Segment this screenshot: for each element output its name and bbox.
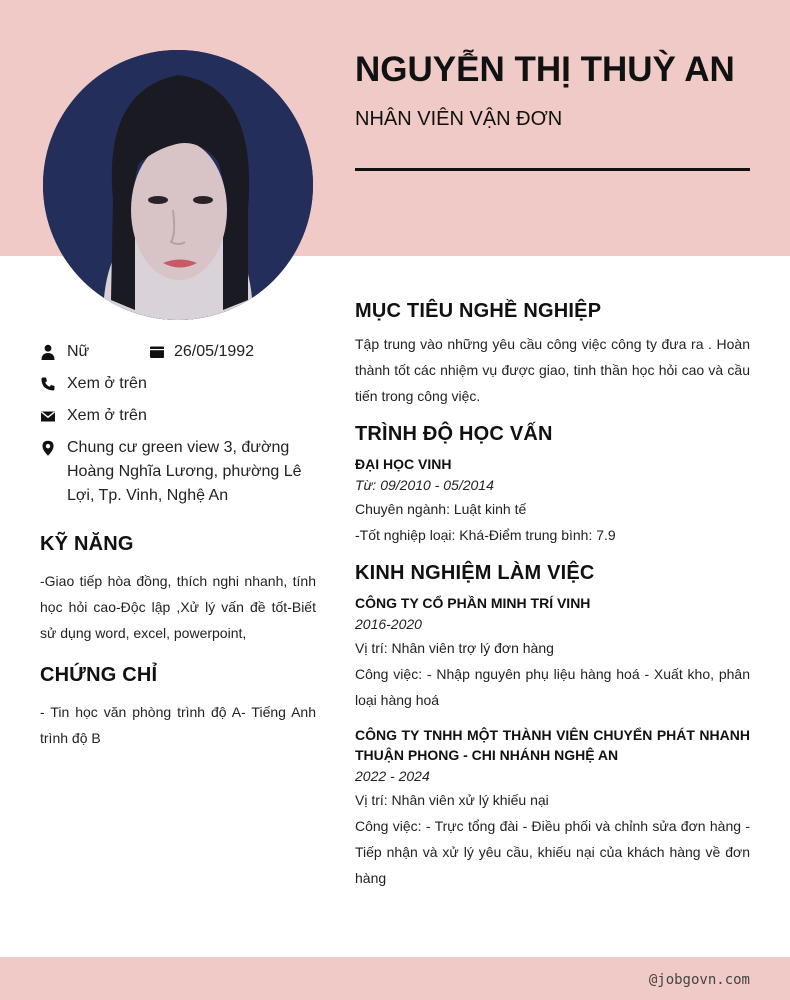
birthdate-value: 26/05/1992: [174, 343, 255, 360]
candidate-job-title: NHÂN VIÊN VẬN ĐƠN: [355, 108, 563, 130]
gender-birthdate-row: [40, 340, 316, 364]
address-value: Chung cư green view 3, đường Hoàng Nghĩa Lương, phường Lê Lợi, Tp. Vinh, Nghệ An: [67, 439, 302, 504]
skills-heading: KỸ NĂNG: [40, 533, 134, 555]
job-duties: Công việc: - Trực tổng đài - Điều phối và chỉnh sửa đơn hàng - Tiếp nhận và xử lý yêu cầu, khiếu nại của khách hàng về đơn hàng: [355, 818, 750, 886]
phone-row: [40, 372, 316, 396]
job-company: CÔNG TY TNHH MỘT THÀNH VIÊN CHUYỂN PHÁT NHANH THUẬN PHONG - CHI NHÁNH NGHỆ AN: [355, 727, 750, 763]
phone-icon: [40, 376, 56, 392]
address-row: [40, 436, 316, 508]
email-value: Xem ở trên: [67, 407, 147, 424]
job-company: CÔNG TY CỔ PHẦN MINH TRÍ VINH: [355, 595, 591, 611]
left-column: [40, 340, 316, 751]
calendar-icon: [149, 344, 165, 360]
certificates-heading: CHỨNG CHỈ: [40, 664, 158, 686]
header-divider: [355, 168, 750, 171]
school-name: ĐẠI HỌC VINH: [355, 456, 452, 472]
job-position: Vị trí: Nhân viên xử lý khiếu nại: [355, 792, 549, 808]
education-grade: -Tốt nghiệp loại: Khá-Điểm trung bình: 7.9: [355, 527, 616, 543]
objective-text: Tập trung vào những yêu cầu công việc công ty đưa ra . Hoàn thành tốt các nhiệm vụ được giao, tinh thần học hỏi cao và cầu tiến trong công việc.: [355, 336, 750, 404]
skills-text: -Giao tiếp hòa đồng, thích nghi nhanh, tính học hỏi cao-Độc lập ,Xử lý vấn đề tốt-Biết sử dụng word, excel, powerpoint,: [40, 573, 316, 641]
job-duties: Công việc: - Nhập nguyên phụ liệu hàng hoá - Xuất kho, phân loại hàng hoá: [355, 666, 750, 708]
experience-heading: KINH NGHIỆM LÀM VIỆC: [355, 562, 595, 584]
objective-heading: MỤC TIÊU NGHỀ NGHIỆP: [355, 300, 602, 322]
birthdate-block: [149, 340, 254, 364]
job-period: 2022 - 2024: [355, 768, 430, 784]
education-section: [355, 423, 750, 548]
mail-icon: [40, 408, 56, 424]
job-period: 2016-2020: [355, 616, 422, 632]
education-major: Chuyên ngành: Luật kinh tế: [355, 501, 527, 517]
candidate-name: NGUYỄN THỊ THUỲ AN: [355, 50, 735, 89]
job-entry: [355, 725, 750, 891]
profile-photo: [43, 50, 313, 320]
education-period: Từ: 09/2010 - 05/2014: [355, 477, 494, 493]
experience-section: [355, 562, 750, 891]
email-row: [40, 404, 316, 428]
job-position: Vị trí: Nhân viên trợ lý đơn hàng: [355, 640, 554, 656]
phone-value: Xem ở trên: [67, 375, 147, 392]
right-column: [355, 300, 750, 905]
gender-value: Nữ: [67, 343, 90, 360]
footer-credit: @jobgovn.com: [648, 972, 750, 988]
certificates-text: - Tin học văn phòng trình độ A- Tiếng Anh trình độ B: [40, 704, 316, 746]
person-icon: [40, 344, 56, 360]
job-entry: [355, 593, 750, 713]
map-pin-icon: [40, 440, 56, 456]
education-heading: TRÌNH ĐỘ HỌC VẤN: [355, 423, 553, 445]
objective-section: [355, 300, 750, 409]
